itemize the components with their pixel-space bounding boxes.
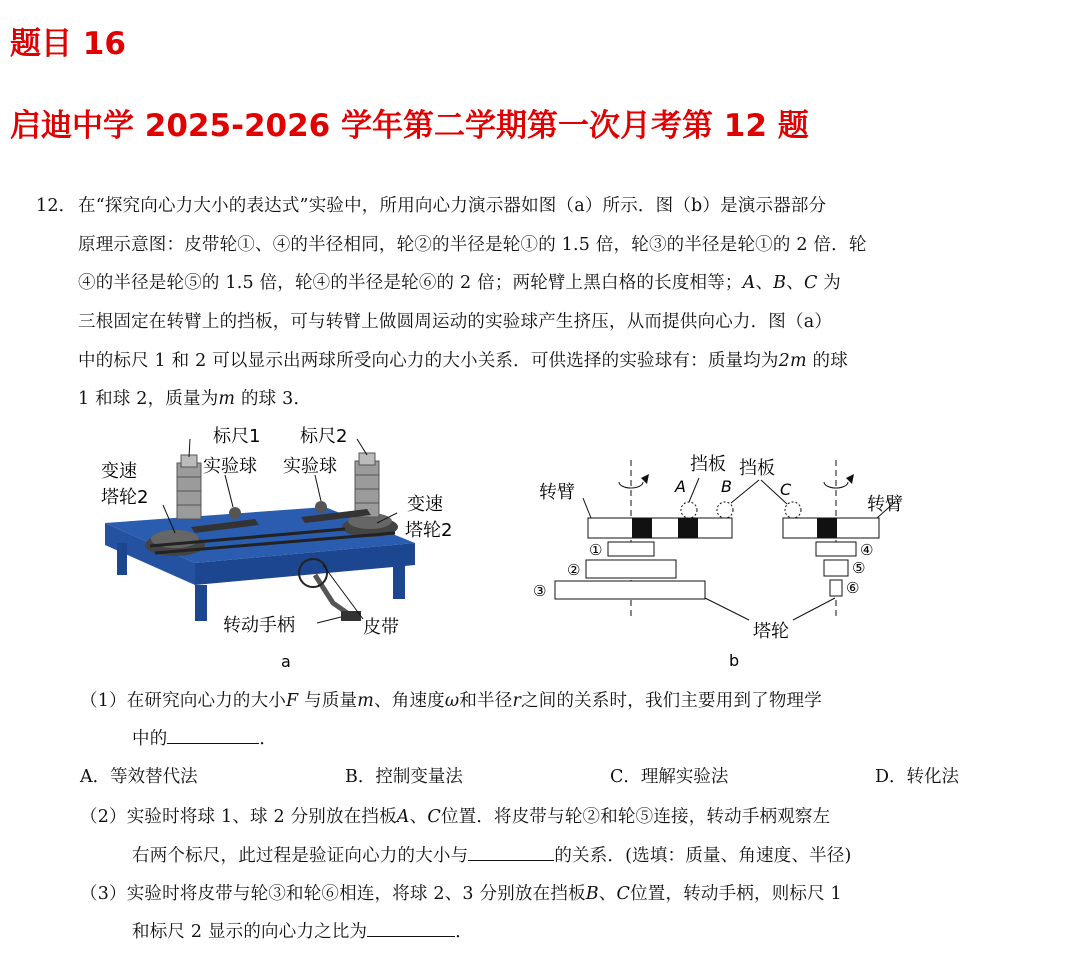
text: ．: [455, 922, 473, 942]
sub1-line-1: [80, 687, 822, 712]
var-b: B: [585, 884, 599, 904]
question-line-6: [78, 385, 311, 410]
wheel-3: [555, 581, 705, 599]
sub3-line-2: [132, 918, 473, 943]
label-wheel-4: ④: [860, 541, 874, 559]
question-line-6-text: 1 和球 2，质量为: [78, 389, 219, 409]
text: （2）实验时将球 1、球 2 分别放在挡板: [80, 807, 397, 827]
label-wheel-3: ③: [533, 582, 547, 600]
label-a: A: [675, 477, 686, 496]
label-baffle-1: 挡板: [690, 454, 726, 475]
label-wheel-6: ⑥: [846, 579, 860, 597]
table-leg: [393, 563, 405, 599]
label-ruler1: 标尺1: [213, 426, 261, 447]
wheel-6: [830, 580, 842, 596]
leader: [315, 475, 321, 501]
text: 和标尺 2 显示的向心力之比为: [132, 922, 368, 942]
answer-blank-1[interactable]: [167, 728, 259, 744]
var-b: B: [773, 273, 787, 293]
mass-m: m: [218, 389, 236, 409]
table-leg: [117, 543, 127, 575]
label-ruler2: 标尺2: [300, 426, 348, 447]
text: 和半径: [459, 691, 513, 711]
answer-blank-2[interactable]: [468, 845, 554, 861]
text: 、: [598, 884, 617, 904]
label-tower: 塔轮: [753, 621, 789, 642]
label-c: C: [780, 480, 792, 499]
option-b[interactable]: B．控制变量法: [345, 767, 463, 787]
question-source: 启迪中学 2025-2026 学年第二学期第一次月考第 12 题: [10, 108, 809, 144]
label-tower-right-1: 变速: [407, 494, 443, 515]
answer-blank-3[interactable]: [367, 921, 455, 937]
arrowhead: [641, 474, 649, 484]
text: （1）在研究向心力的大小: [80, 691, 287, 711]
question-number: 12．: [36, 196, 77, 216]
wheel-1: [608, 542, 654, 556]
text: 、: [409, 807, 428, 827]
option-a[interactable]: A．等效替代法: [80, 767, 198, 787]
leader: [583, 498, 591, 518]
label-wheel-1: ①: [589, 541, 603, 559]
ball-right: [315, 501, 327, 513]
var-a: A: [396, 807, 410, 827]
sub1-line-2: [132, 725, 277, 750]
sep: 、: [786, 273, 804, 293]
label-handle: 转动手柄: [223, 615, 295, 636]
var-c: C: [616, 884, 631, 904]
arm-left-bar: [588, 518, 732, 538]
sub2-line-1: [80, 803, 830, 828]
label-ball-right: 实验球: [283, 456, 337, 477]
figure-b-caption: b: [729, 651, 740, 670]
question-line-3: [78, 269, 841, 294]
question-line-3-text: ④的半径是轮⑤的 1.5 倍，轮④的半径是轮⑥的 2 倍；两轮臂上黑白格的长度相等；: [78, 273, 743, 293]
ball-slot-a: [681, 502, 697, 518]
label-baffle-2: 挡板: [739, 458, 775, 479]
line-end: 的球: [806, 351, 848, 371]
figure-b-schematic: [525, 440, 910, 675]
wheel-4: [816, 542, 856, 556]
label-arm-left: 转臂: [539, 482, 575, 503]
line-end: 的球 3．: [235, 389, 312, 409]
figure-a-apparatus: [95, 415, 453, 675]
ball-left: [229, 507, 241, 519]
leader: [189, 439, 190, 457]
label-tower-left-1: 变速: [101, 461, 137, 482]
text: 之间的关系时，我们主要用到了物理学: [521, 691, 822, 711]
handle-drawing: [315, 575, 353, 617]
sub3-line-1: [80, 880, 842, 905]
sep: 、: [755, 273, 774, 293]
label-tower-right-2: 塔轮2: [405, 520, 453, 541]
arrowhead: [846, 474, 854, 484]
var-m: m: [357, 691, 375, 711]
label-belt: 皮带: [363, 617, 399, 638]
question-line-1: 在“探究向心力大小的表达式”实验中，所用向心力演示器如图（a）所示．图（b）是演示器部分: [78, 196, 827, 216]
black-cell: [678, 518, 698, 538]
question-line-2: 原理示意图：皮带轮①、④的半径相同，轮②的半径是轮①的 1.5 倍，轮③的半径是轮①的 2 倍．轮: [78, 235, 867, 255]
text: （3）实验时将皮带与轮③和轮⑥相连，将球 2、3 分别放在挡板: [80, 884, 586, 904]
label-tower-left-2: 塔轮2: [101, 487, 149, 508]
var-c: C: [803, 273, 818, 293]
text: ．: [259, 729, 278, 749]
leader: [793, 598, 835, 620]
sub2-line-2: [132, 842, 852, 867]
mass-2m: 2m: [778, 351, 807, 371]
leader: [225, 475, 233, 507]
leader: [317, 617, 341, 623]
wheel-2: [586, 560, 676, 578]
var-f: F: [286, 691, 299, 711]
label-arm-right: 转臂: [867, 494, 903, 515]
text: 右两个标尺，此过程是验证向心力的大小与: [132, 846, 469, 866]
question-line-4: 三根固定在转臂上的挡板，可与转臂上做圆周运动的实验球产生挤压，从而提供向心力．图（a）: [78, 312, 833, 332]
option-c[interactable]: C．理解实验法: [610, 767, 729, 787]
text: 、角速度: [374, 691, 445, 711]
ball-slot-c: [785, 502, 801, 518]
var-a: A: [742, 273, 756, 293]
text: 的关系．(选填：质量、角速度、半径): [554, 846, 852, 866]
leader: [731, 480, 759, 503]
wheel-5: [824, 560, 848, 576]
var-omega: ω: [444, 691, 460, 711]
black-cell: [817, 518, 837, 538]
line-end: 为: [817, 273, 841, 293]
leader: [705, 598, 749, 620]
question-line-5-text: 中的标尺 1 和 2 可以显示出两球所受向心力的大小关系．可供选择的实验球有：质量均为: [78, 351, 779, 371]
question-line-5: [78, 347, 848, 372]
var-c: C: [427, 807, 441, 827]
label-wheel-5: ⑤: [852, 559, 866, 577]
leader: [689, 478, 699, 502]
option-d[interactable]: D．转化法: [875, 767, 960, 787]
text: 与质量: [298, 691, 358, 711]
text: 位置．将皮带与轮②和轮⑤连接，转动手柄观察左: [440, 807, 831, 827]
text: 位置，转动手柄，则标尺 1: [630, 884, 842, 904]
label-ball-left: 实验球: [203, 456, 257, 477]
label-wheel-2: ②: [567, 561, 581, 579]
ball-slot-b: [717, 502, 733, 518]
figure-a-caption: a: [281, 652, 291, 671]
text: 中的: [132, 729, 168, 749]
question-title: 题目 16: [10, 26, 126, 62]
black-cell: [632, 518, 652, 538]
label-b: B: [721, 477, 732, 496]
table-leg: [195, 585, 207, 621]
var-r: r: [512, 691, 522, 711]
